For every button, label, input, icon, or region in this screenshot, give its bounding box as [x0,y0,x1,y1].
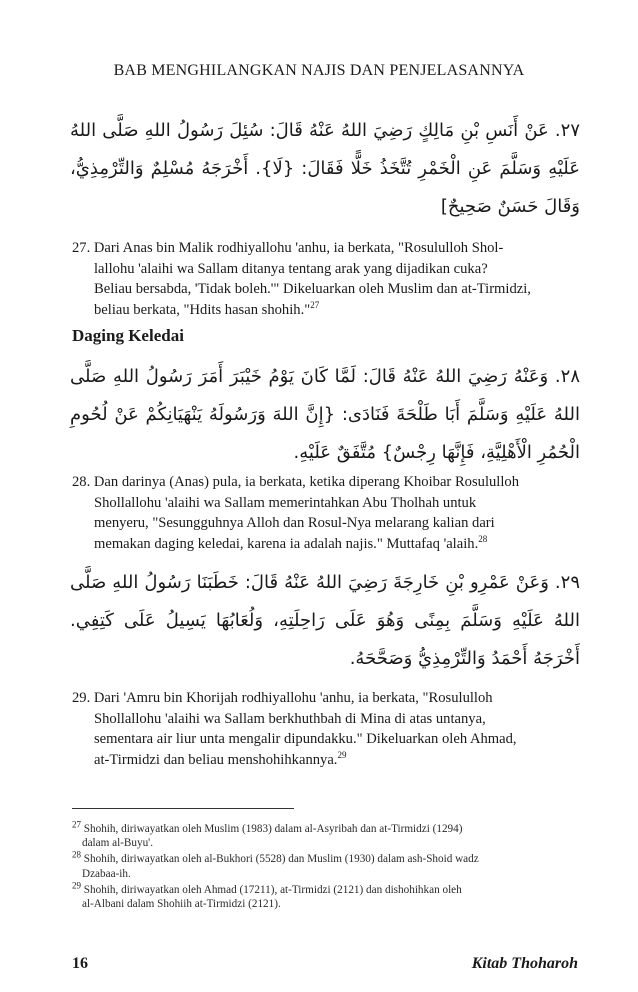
hadith-27-line-2: lallohu 'alaihi wa Sallam ditanya tentang arak yang dijadikan cuka? [94,260,488,277]
hadith-28-translation [72,472,578,554]
hadith-29-line-4: at-Tirmidzi dan beliau menshohihkannya. [94,751,338,768]
hadith-27-line-1: 27. Dari Anas bin Malik rodhiyallohu 'anhu, ia berkata, "Rosululloh Shol- [72,240,504,256]
footnote-ref-27: 27 [310,299,320,310]
footnote-28: $^{28}$ Shohih, diriwayatkan oleh al-Bukhori (5528) dan Muslim (1930) dalam ash-Shoid wadz Dzabaa-ih. [72,849,479,880]
hadith-29-arabic: ٢٩. وَعَنْ عَمْرِو بْنِ خَارِجَةَ رَضِيَ اللهُ عَنْهُ قَالَ: خَطَبَنَا رَسُولُ اللهِ صَلَّى اللهُ عَلَيْهِ وَسَلَّمَ بِمِنًى وَهُوَ عَلَى رَاحِلَتِهِ، وَلُعَابُهَا يَسِيلُ عَلَى كَتِفِي. أَخْرَجَهُ أَحْمَدُ وَالتِّرْمِذِيُّ وَصَحَّحَهُ. [70,572,580,669]
hadith-29-line-3: sementara air liur unta mengalir dipundakku." Dikeluarkan oleh Ahmad, [94,731,517,747]
chapter-header: BAB MENGHILANGKAN NAJIS DAN PENJELASANNYA [113,62,525,79]
footnote-divider [72,808,294,809]
footnote-27: $^{27}$ Shohih, diriwayatkan oleh Muslim (1983) dalam al-Asyribah dan at-Tirmidzi (1294) dalam al-Buyu'. [72,819,463,850]
hadith-27-arabic: ٢٧. عَنْ أَنَسِ بْنِ مَالِكٍ رَضِيَ اللهُ عَنْهُ قَالَ: سُئِلَ رَسُولُ اللهِ صَلَّى اللهُ عَلَيْهِ وَسَلَّمَ عَنِ الْخَمْرِ تُتَّخَذُ خَلًّا فَقَالَ: {لَا}. أَخْرَجَهُ مُسْلِمٌ وَالتِّرْمِذِيُّ، وَقَالَ حَسَنٌ صَحِيحٌ] [70,120,580,217]
hadith-28-line-2: Shollallohu 'alaihi wa Sallam memerintahkan Abu Tholhah untuk [94,494,477,511]
hadith-29-line-1: 29. Dari 'Amru bin Khorijah rodhiyallohu 'anhu, ia berkata, "Rosululloh [72,690,493,706]
hadith-28-line-3: menyeru, "Sesungguhnya Alloh dan Rosul-Nya melarang kalian dari [94,515,495,531]
footnote-ref-29: 29 [337,749,347,760]
footnotes [72,819,578,913]
hadith-29-translation [72,688,578,770]
hadith-29-line-2: Shollallohu 'alaihi wa Sallam berkhuthbah di Mina di atas untanya, [94,710,486,727]
hadith-28-line-4: memakan daging keledai, karena ia adalah najis." Muttafaq 'alaih. [94,535,479,552]
page-number: 16 [72,955,88,972]
hadith-28-arabic: ٢٨. وَعَنْهُ رَضِيَ اللهُ عَنْهُ قَالَ: لَمَّا كَانَ يَوْمُ خَيْبَرَ أَمَرَ رَسُولُ اللهِ صَلَّى اللهُ عَلَيْهِ وَسَلَّمَ أَبَا طَلْحَةَ فَنَادَى: {إِنَّ اللهَ وَرَسُولَهُ يَنْهَيَانِكُمْ عَنْ لُحُومِ الْحُمُرِ الْأَهْلِيَّةِ، فَإِنَّهَا رِجْسٌ} مُتَّفَقٌ عَلَيْهِ. [70,366,580,463]
hadith-28-line-1: 28. Dan darinya (Anas) pula, ia berkata, ketika diperang Khoibar Rosululloh [72,474,520,490]
section-heading: Daging Keledai [72,326,184,345]
hadith-27-line-4: beliau berkata, "Hdits hasan shohih." [94,301,311,318]
book-title: Kitab Thoharoh [471,955,578,972]
footnote-ref-28: 28 [478,533,488,544]
footnote-29: $^{29}$ Shohih, diriwayatkan oleh Ahmad (17211), at-Tirmidzi (2121) dan dishohihkan oleh al-Albani dalam Shohiih at-Tirmidzi (2121). [72,880,462,911]
hadith-27-translation [72,238,578,320]
hadith-27-line-3: Beliau bersabda, 'Tidak boleh.'" Dikeluarkan oleh Muslim dan at-Tirmidzi, [94,281,531,297]
